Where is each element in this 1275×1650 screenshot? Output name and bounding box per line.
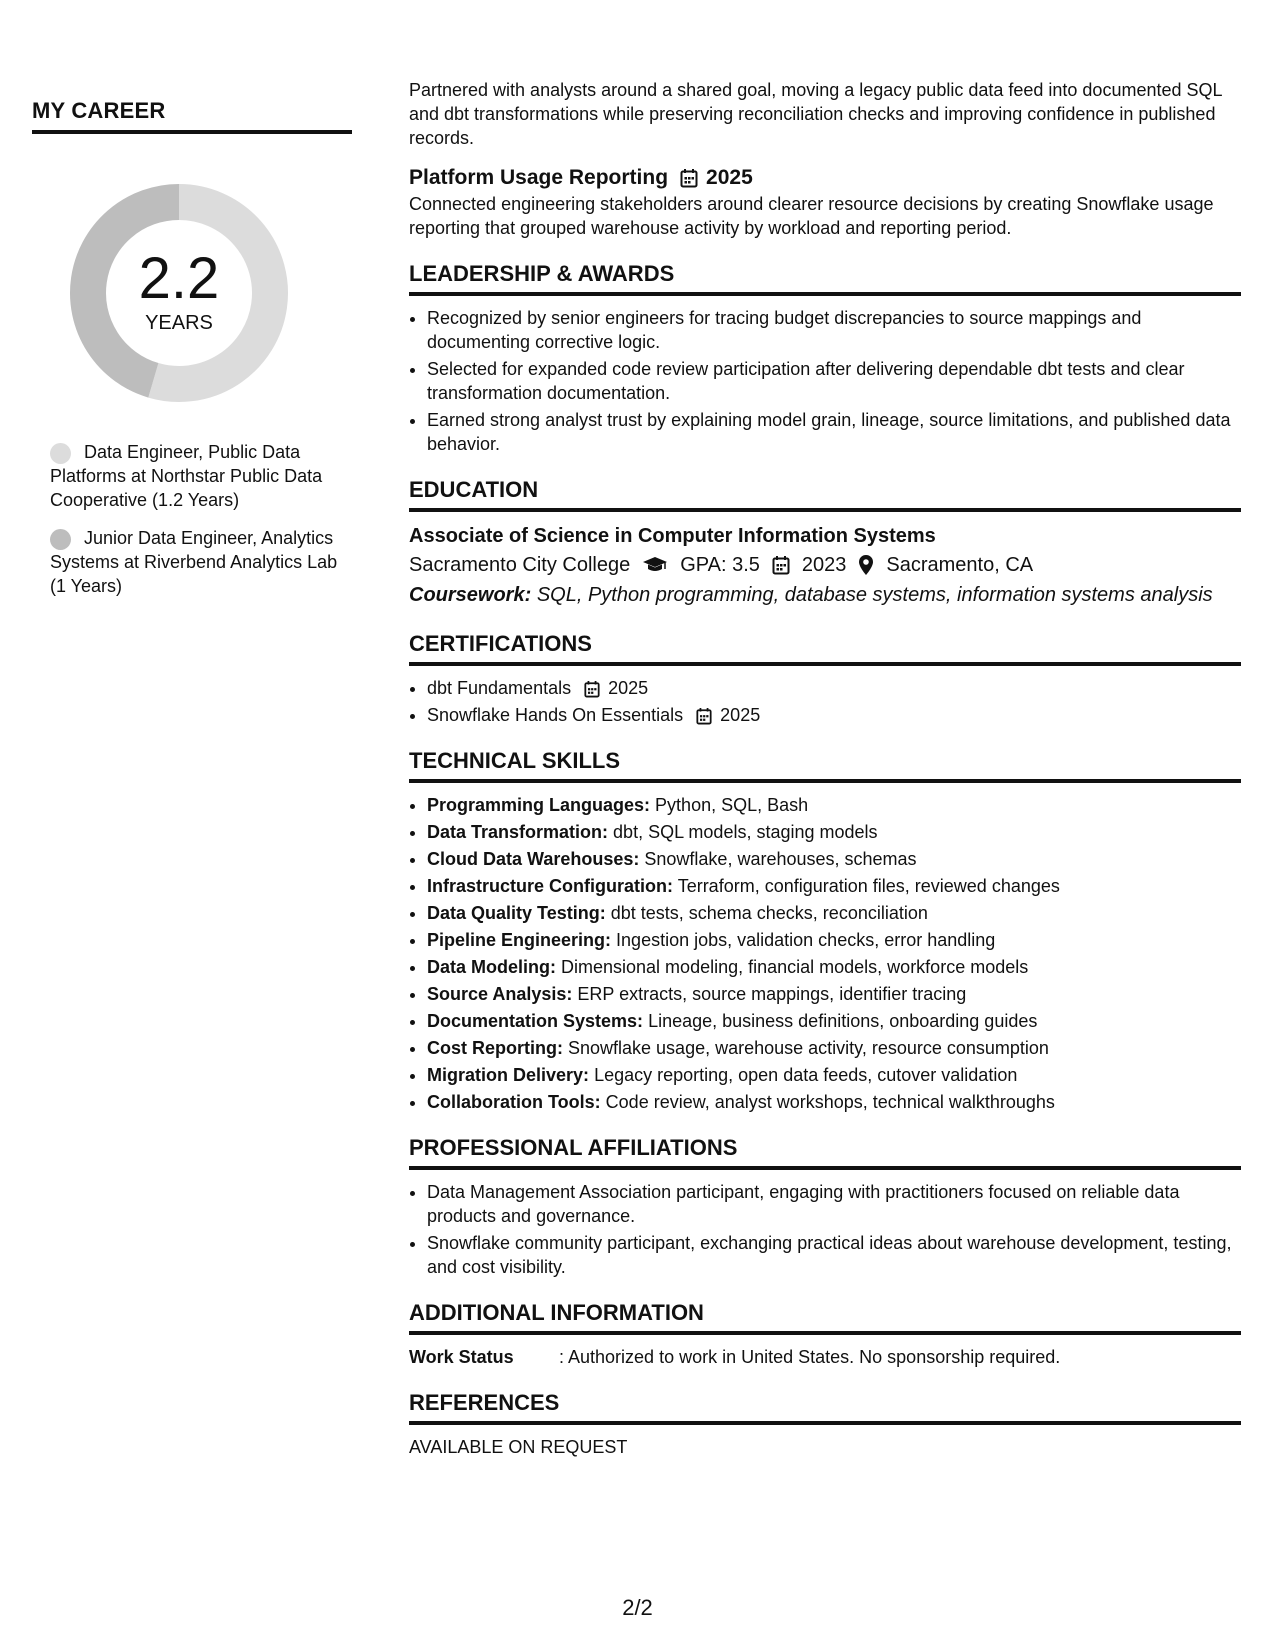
school-location: Sacramento, CA	[886, 554, 1034, 576]
skill-item	[427, 1090, 1241, 1114]
skill-value: Snowflake, warehouses, schemas	[644, 849, 917, 869]
project-intro-text: Partnered with analysts around a shared goal, moving a legacy public data feed into documented SQL and dbt transformations while preserving reconciliation checks and improving confidence in published records.	[409, 80, 1222, 148]
skill-label: Source Analysis:	[427, 984, 573, 1004]
skill-label: Infrastructure Configuration:	[427, 876, 673, 896]
list-item	[427, 703, 1241, 727]
skill-label: Migration Delivery:	[427, 1065, 590, 1085]
career-title: MY CAREER	[32, 98, 166, 123]
leadership-list	[409, 306, 1241, 456]
skill-item	[427, 901, 1241, 925]
skill-value: Snowflake usage, warehouse activity, resource consumption	[568, 1038, 1049, 1058]
skill-item	[427, 928, 1241, 952]
skill-label: Pipeline Engineering:	[427, 930, 612, 950]
skill-item	[427, 874, 1241, 898]
leadership-heading: LEADERSHIP & AWARDS	[409, 261, 675, 286]
section-rule	[409, 779, 1241, 783]
skill-item	[427, 820, 1241, 844]
list-item	[427, 676, 1241, 700]
coursework-text: SQL, Python programming, database systems, information systems analysis	[536, 584, 1213, 606]
skill-label: Programming Languages:	[427, 795, 651, 815]
cert-year: 2025	[608, 678, 649, 698]
project-title	[409, 164, 1241, 192]
location-pin-icon	[858, 554, 874, 576]
section-rule	[409, 292, 1241, 296]
project-description: Connected engineering stakeholders around clearer resource decisions by creating Snowflake usage reporting that grouped warehouse activity by workload and reporting period.	[409, 194, 1214, 238]
legend-dot	[50, 443, 71, 464]
references-text: AVAILABLE ON REQUEST	[409, 1437, 628, 1457]
coursework	[409, 580, 1241, 610]
skill-value: Lineage, business definitions, onboarding guides	[648, 1011, 1038, 1031]
skill-item	[427, 847, 1241, 871]
page-number: 2/2	[622, 1595, 653, 1620]
calendar-icon	[584, 680, 600, 698]
skill-value: Ingestion jobs, validation checks, error handling	[616, 930, 996, 950]
certifications-list	[409, 676, 1241, 727]
skill-value: dbt, SQL models, staging models	[613, 822, 878, 842]
calendar-icon	[696, 707, 712, 725]
calendar-icon	[680, 168, 698, 188]
education-heading: EDUCATION	[409, 477, 539, 502]
gpa: GPA: 3.5	[680, 554, 760, 576]
affiliations-list	[409, 1180, 1241, 1279]
list-item: • Selected for expanded code review participation after delivering dependable dbt tests and clear transformation documentation.	[427, 357, 1241, 405]
skill-label: Documentation Systems:	[427, 1011, 644, 1031]
career-item-text: Junior Data Engineer, Analytics Systems at Riverbend Analytics Lab (1 Years)	[50, 528, 338, 596]
school-name: Sacramento City College	[409, 554, 631, 576]
legend-dot	[50, 529, 71, 550]
graduation-year: 2023	[801, 554, 847, 576]
skill-label: Collaboration Tools:	[427, 1092, 601, 1112]
certifications-heading: CERTIFICATIONS	[409, 631, 592, 656]
calendar-icon	[772, 555, 790, 575]
skill-item	[427, 1063, 1241, 1087]
additional-info-heading: ADDITIONAL INFORMATION	[409, 1300, 704, 1325]
skill-item	[427, 793, 1241, 817]
graduation-cap-icon	[642, 556, 668, 574]
skill-value: Legacy reporting, open data feeds, cutover validation	[594, 1065, 1018, 1085]
section-rule	[409, 1166, 1241, 1170]
list-item: • Recognized by senior engineers for tracing budget discrepancies to source mappings and documenting corrective logic.	[427, 306, 1241, 354]
section-rule	[409, 508, 1241, 512]
project-year: 2025	[706, 166, 753, 189]
cert-name: Snowflake Hands On Essentials	[427, 705, 684, 725]
career-item	[50, 440, 352, 512]
sidebar	[32, 98, 352, 612]
skill-item	[427, 1009, 1241, 1033]
work-status-label: Work Status	[409, 1347, 514, 1367]
affiliations-heading: PROFESSIONAL AFFILIATIONS	[409, 1135, 738, 1160]
degree-title: Associate of Science in Computer Information Systems	[409, 525, 936, 547]
section-rule	[409, 662, 1241, 666]
skills-list	[409, 793, 1241, 1114]
list-item: • Data Management Association participant, engaging with practitioners focused on reliable data products and governance.	[427, 1180, 1241, 1228]
work-status-row	[409, 1345, 1241, 1369]
career-donut-chart	[66, 180, 292, 406]
career-item	[50, 526, 352, 598]
skill-value: Terraform, configuration files, reviewed changes	[677, 876, 1060, 896]
skill-item	[427, 982, 1241, 1006]
career-title-rule	[32, 130, 352, 134]
skill-value: dbt tests, schema checks, reconciliation	[610, 903, 928, 923]
work-status-value: : Authorized to work in United States. No sponsorship required.	[559, 1347, 1061, 1367]
donut-unit-label: YEARS	[145, 312, 213, 334]
project-title-text: Platform Usage Reporting	[409, 166, 669, 189]
cert-year: 2025	[720, 705, 761, 725]
references-heading: REFERENCES	[409, 1390, 560, 1415]
section-rule	[409, 1421, 1241, 1425]
list-item: • Earned strong analyst trust by explaining model grain, lineage, source limitations, and published data behavior.	[427, 408, 1241, 456]
list-item: • Snowflake community participant, exchanging practical ideas about warehouse development, testing, and cost visibility.	[427, 1231, 1241, 1279]
career-legend	[32, 440, 352, 598]
education-details	[409, 550, 1241, 580]
skill-value: ERP extracts, source mappings, identifier tracing	[577, 984, 967, 1004]
coursework-label: Coursework:	[409, 584, 532, 606]
skills-heading: TECHNICAL SKILLS	[409, 748, 621, 773]
section-rule	[409, 1331, 1241, 1335]
skill-label: Data Transformation:	[427, 822, 609, 842]
skill-label: Cost Reporting:	[427, 1038, 563, 1058]
skill-value: Code review, analyst workshops, technical walkthroughs	[605, 1092, 1055, 1112]
skill-label: Cloud Data Warehouses:	[427, 849, 640, 869]
skill-value: Dimensional modeling, financial models, workforce models	[561, 957, 1029, 977]
skill-label: Data Quality Testing:	[427, 903, 606, 923]
skill-value: Python, SQL, Bash	[655, 795, 809, 815]
skill-item	[427, 955, 1241, 979]
cert-name: dbt Fundamentals	[427, 678, 572, 698]
donut-total-years: 2.2	[138, 246, 220, 311]
skill-label: Data Modeling:	[427, 957, 556, 977]
skill-item	[427, 1036, 1241, 1060]
main-column	[409, 78, 1241, 1459]
career-item-text: Data Engineer, Public Data Platforms at Northstar Public Data Cooperative (1.2 Years)	[50, 442, 323, 510]
